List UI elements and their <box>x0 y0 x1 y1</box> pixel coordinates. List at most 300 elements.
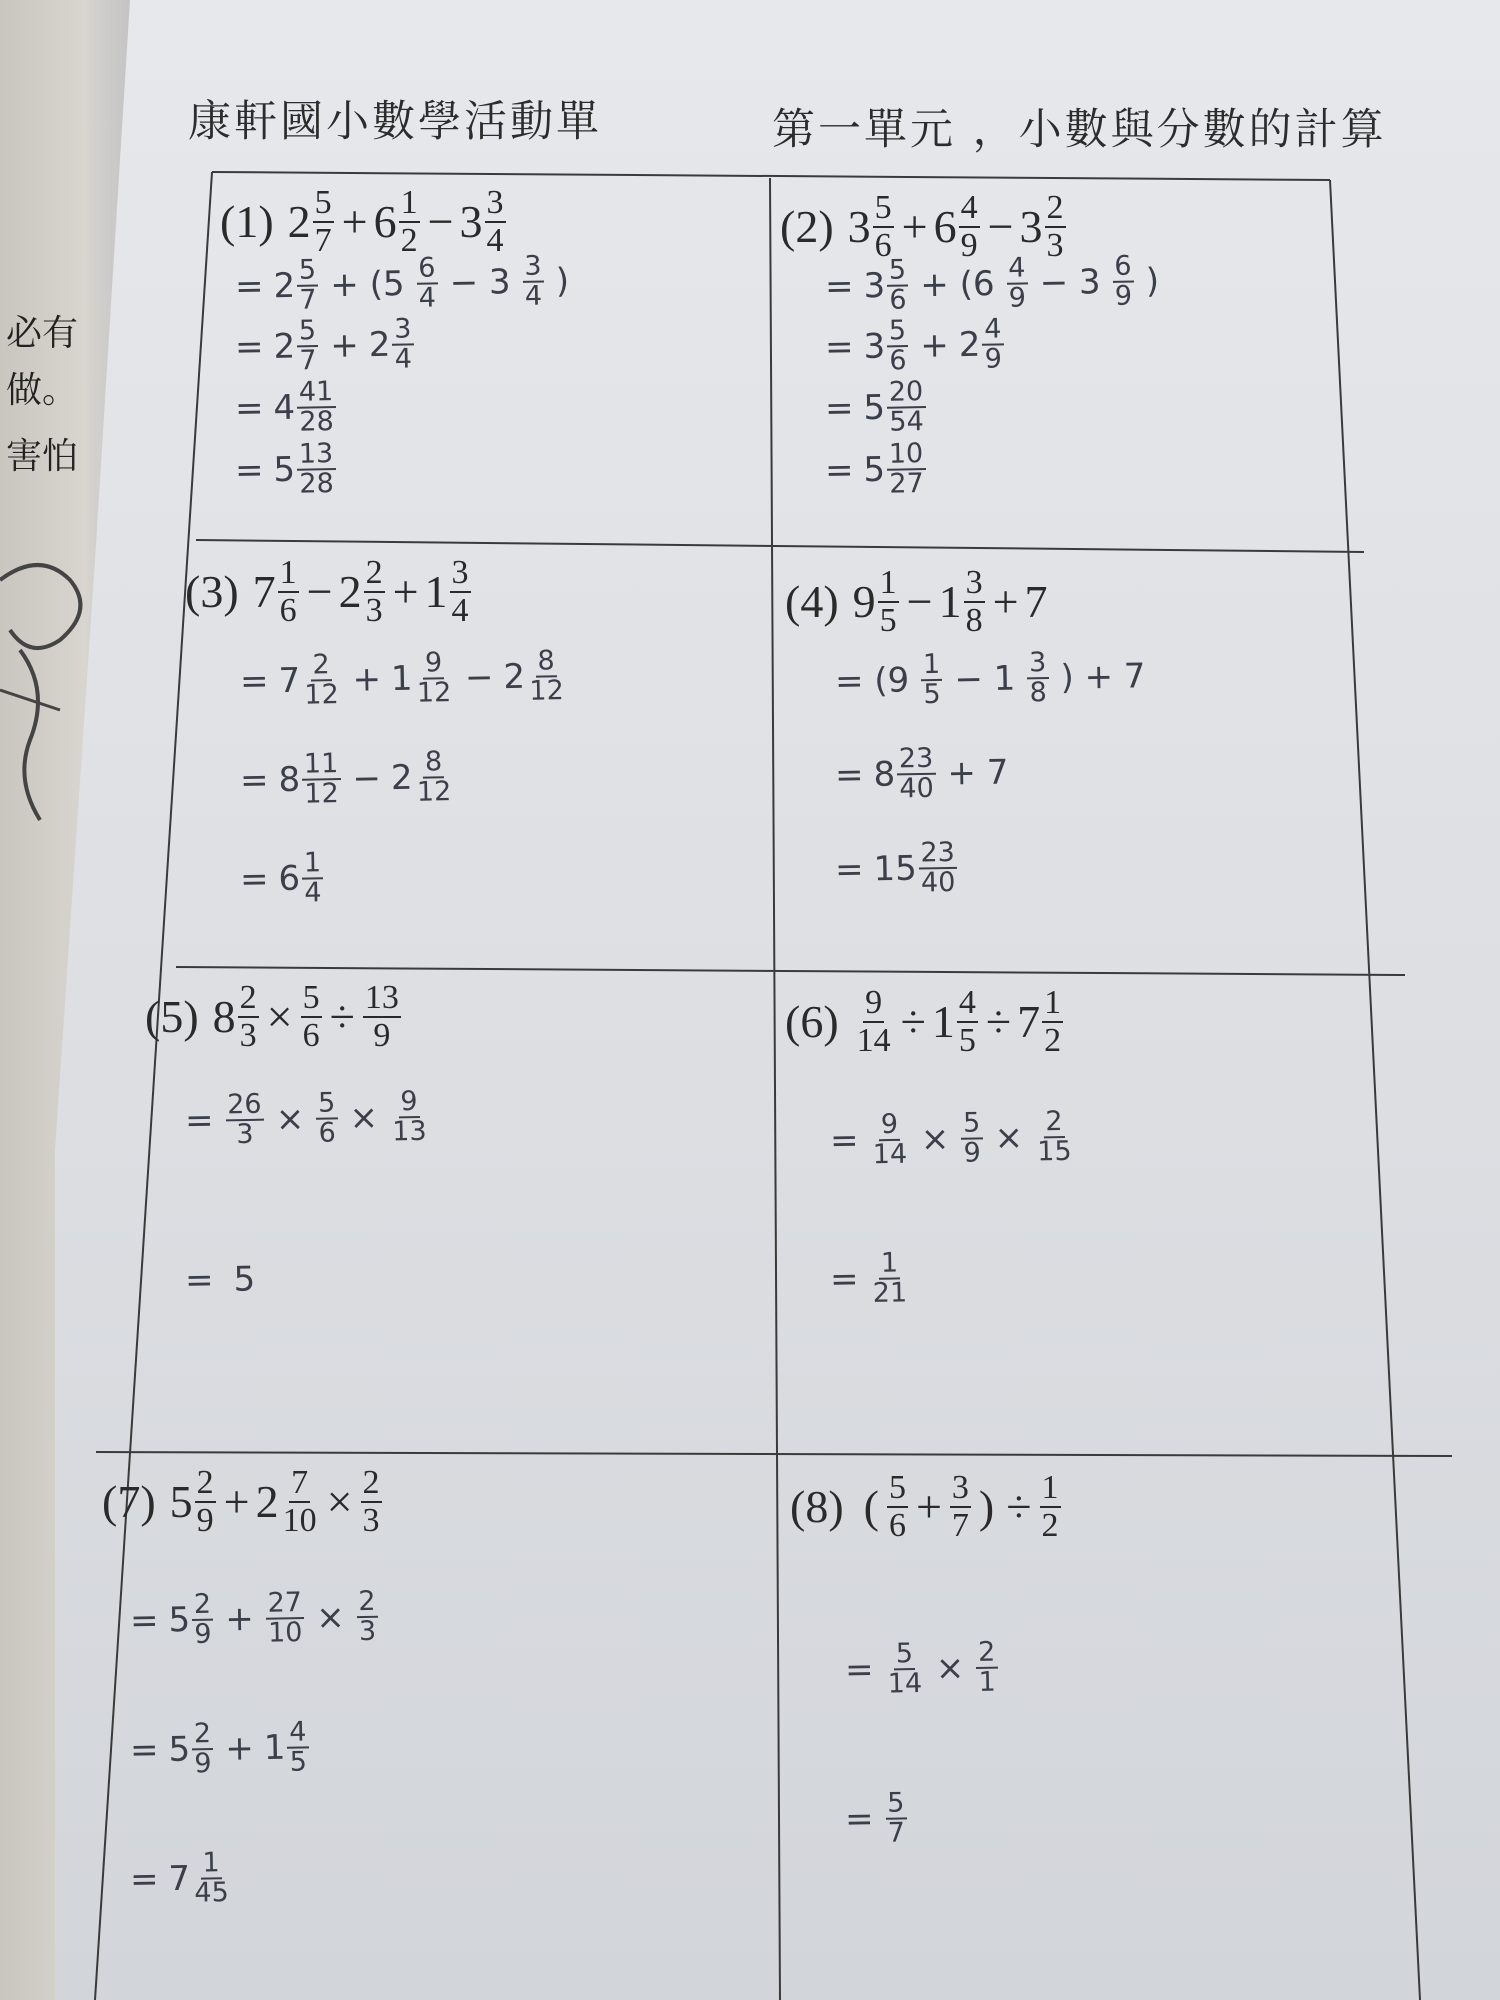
math-term <box>425 555 473 628</box>
whole-number: 1 <box>938 576 962 628</box>
math-term <box>883 1789 909 1848</box>
math-term <box>225 267 274 308</box>
numerator: 2 <box>356 1588 378 1619</box>
whole-number: 8 <box>278 760 301 801</box>
math-term <box>278 849 326 908</box>
denominator: 3 <box>362 1501 380 1539</box>
math-term <box>825 661 920 703</box>
back-page-text: 必有 <box>6 313 79 354</box>
math-term <box>1025 575 1048 628</box>
numerator: 9 <box>865 984 883 1021</box>
math-term <box>868 1249 911 1308</box>
operator: + <box>341 196 368 248</box>
math-text: − <box>464 657 494 699</box>
math-text: × <box>935 1648 965 1690</box>
math-term <box>230 760 279 801</box>
numerator: 5 <box>887 317 909 348</box>
math-text: = <box>239 661 269 703</box>
math-text: − 3 <box>1039 262 1101 304</box>
denominator: 4 <box>394 343 413 376</box>
math-term <box>853 565 901 638</box>
fraction <box>301 980 322 1053</box>
operator: + <box>915 1481 942 1533</box>
handwritten-step <box>230 748 456 811</box>
math-text: ) <box>555 261 570 302</box>
whole-number: 2 <box>273 326 296 368</box>
numerator: 1 <box>279 554 297 591</box>
numerator: 2 <box>1046 189 1064 226</box>
handwritten-step <box>120 1718 312 1780</box>
numerator: 1 <box>1041 1469 1059 1506</box>
denominator: 14 <box>887 1668 923 1700</box>
math-term <box>883 1640 926 1699</box>
math-term <box>414 254 440 313</box>
back-page-text: 做。 <box>6 370 79 411</box>
numerator: 23 <box>918 839 957 870</box>
whole-number: 5 <box>169 1476 193 1528</box>
math-term <box>390 649 455 709</box>
numerator: 5 <box>297 256 319 287</box>
whole-number: 3 <box>863 266 886 307</box>
fraction <box>887 317 909 376</box>
denominator: 7 <box>314 221 332 259</box>
denominator: 3 <box>239 1016 257 1054</box>
operator: + <box>901 201 928 253</box>
math-term <box>253 555 301 628</box>
math-term <box>278 750 343 810</box>
fraction <box>855 985 893 1058</box>
math-text: × <box>349 1098 379 1139</box>
whole-number: 2 <box>368 325 391 366</box>
fraction <box>399 185 420 258</box>
math-term <box>835 1799 884 1840</box>
fraction <box>873 190 894 263</box>
math-term <box>815 388 864 429</box>
math-text: = <box>824 450 854 492</box>
denominator: 6 <box>888 1506 906 1544</box>
problem-number: (7) <box>102 1476 156 1528</box>
denominator: 40 <box>920 867 956 899</box>
math-text: + 7 <box>947 752 1009 794</box>
math-term <box>455 658 504 699</box>
math-text: = <box>129 1859 159 1901</box>
denominator: 3 <box>1046 226 1064 264</box>
math-text: = <box>234 388 264 430</box>
math-term <box>354 1585 380 1648</box>
math-text: = <box>184 1100 214 1142</box>
fraction <box>281 1465 319 1538</box>
fraction <box>392 315 414 374</box>
numerator: 13 <box>364 979 399 1016</box>
math-text: = <box>834 849 864 891</box>
whole-number: 7 <box>252 566 276 618</box>
whole-number: 7 <box>278 661 301 702</box>
fraction <box>297 378 336 437</box>
math-term <box>1038 1470 1063 1543</box>
math-term <box>1029 262 1111 303</box>
fraction <box>313 185 334 258</box>
denominator: 28 <box>299 468 335 501</box>
math-term <box>261 990 299 1043</box>
math-text: − <box>352 758 382 800</box>
denominator: 9 <box>194 1619 212 1651</box>
math-term <box>120 1730 169 1771</box>
numerator: 8 <box>535 647 557 678</box>
problem-number: (4) <box>785 576 839 628</box>
handwritten-step <box>824 836 959 900</box>
numerator: 7 <box>291 1464 309 1501</box>
math-term <box>939 565 987 638</box>
numerator: 1 <box>921 651 943 682</box>
fraction <box>416 254 438 313</box>
handwritten-step <box>820 1105 1076 1171</box>
whole-number: 6 <box>933 201 957 253</box>
fraction <box>238 980 259 1053</box>
math-text: × <box>920 1119 950 1160</box>
denominator: 12 <box>416 677 452 710</box>
operator: + <box>392 566 419 618</box>
math-term <box>863 256 911 315</box>
math-term <box>926 1648 975 1689</box>
denominator: 54 <box>889 406 925 439</box>
math-term <box>273 440 338 500</box>
numerator: 3 <box>486 184 504 221</box>
handwritten-step <box>819 1249 911 1309</box>
whole-number: 1 <box>390 659 413 700</box>
fraction <box>950 1470 971 1543</box>
math-text: + <box>224 1599 255 1640</box>
math-text: = <box>129 1600 159 1642</box>
math-term <box>1050 656 1156 698</box>
math-term <box>885 1470 910 1543</box>
math-term <box>320 264 415 306</box>
handwritten-step <box>814 378 928 439</box>
math-term <box>896 200 934 253</box>
math-term <box>911 1119 960 1160</box>
numerator: 1 <box>879 1249 901 1280</box>
denominator: 9 <box>196 1501 214 1539</box>
math-term <box>320 326 369 367</box>
whole-number: 6 <box>373 196 397 248</box>
math-term <box>815 267 864 308</box>
numerator: 23 <box>897 745 936 776</box>
math-term <box>273 378 338 438</box>
numerator: 2 <box>976 1639 998 1670</box>
handwritten-step <box>119 1849 233 1910</box>
numerator: 4 <box>1006 254 1028 285</box>
denominator: 2 <box>1044 1021 1062 1059</box>
denominator: 4 <box>524 280 543 313</box>
math-text: = <box>824 388 854 430</box>
whole-number: 3 <box>1019 201 1043 253</box>
math-term <box>215 1729 264 1770</box>
fraction <box>921 648 943 711</box>
numerator: 3 <box>392 315 414 346</box>
math-term <box>175 1260 224 1301</box>
math-term <box>218 1475 256 1528</box>
whole-number: 2 <box>958 325 981 366</box>
fraction <box>414 748 453 807</box>
handwritten-step <box>224 378 338 439</box>
fraction <box>982 315 1004 374</box>
math-term <box>895 995 932 1048</box>
problem-number: (5) <box>145 991 199 1043</box>
problem-7 <box>102 1465 384 1538</box>
math-term <box>820 1259 869 1300</box>
fraction <box>976 1636 998 1699</box>
math-term <box>422 195 460 248</box>
math-term <box>873 836 960 899</box>
numerator: 1 <box>1044 984 1062 1021</box>
math-term <box>223 1259 265 1300</box>
fraction <box>1045 190 1066 263</box>
fraction <box>361 1465 382 1538</box>
math-text: + (5 <box>329 264 405 306</box>
math-text: = <box>234 327 264 368</box>
back-page-text: 害怕 <box>6 436 79 477</box>
math-term <box>910 264 1005 306</box>
whole-number: 5 <box>863 450 886 491</box>
whole-number: 5 <box>863 388 886 429</box>
math-term <box>175 1101 224 1142</box>
handwritten-step <box>814 440 928 501</box>
denominator: 7 <box>299 284 317 317</box>
math-term <box>288 185 336 258</box>
math-text: = <box>234 450 264 492</box>
math-term <box>342 659 391 700</box>
fraction <box>316 1089 338 1148</box>
numerator: 2 <box>192 1720 214 1751</box>
whole-number: 15 <box>873 848 918 890</box>
denominator: 12 <box>304 679 340 711</box>
math-text: = <box>239 760 269 802</box>
handwritten-step <box>835 1636 1001 1701</box>
fraction <box>918 836 957 899</box>
handwritten-step <box>825 647 1156 711</box>
operator: + <box>992 576 1019 628</box>
math-term <box>1020 190 1068 263</box>
fraction <box>887 440 926 499</box>
whole-number: 1 <box>263 1728 286 1769</box>
denominator: 7 <box>887 1817 906 1850</box>
operator: + <box>223 1476 250 1528</box>
math-term <box>934 190 982 263</box>
problem-number: (6) <box>785 996 839 1048</box>
fraction <box>485 185 506 258</box>
denominator: 4 <box>451 591 469 629</box>
whole-number: 1 <box>424 566 448 618</box>
whole-number: 1 <box>931 996 955 1048</box>
whole-number: 6 <box>278 858 301 900</box>
denominator: 5 <box>289 1746 308 1779</box>
math-term <box>825 755 874 796</box>
handwritten-step <box>120 1585 381 1651</box>
fraction <box>297 256 319 315</box>
math-term <box>321 1475 359 1528</box>
numerator: 1 <box>200 1849 222 1880</box>
math-text: × <box>275 1099 305 1140</box>
fraction <box>297 440 336 499</box>
math-term <box>1017 985 1065 1058</box>
math-term <box>168 1720 216 1779</box>
whole-number: 7 <box>1017 996 1041 1048</box>
math-text: = <box>844 1799 874 1840</box>
handwritten-step <box>815 315 1007 377</box>
numerator: 6 <box>1112 253 1134 284</box>
math-term <box>273 256 321 315</box>
math-term <box>213 980 261 1053</box>
math-text: + (6 <box>919 264 995 306</box>
denominator: 7 <box>951 1506 969 1544</box>
denominator: 40 <box>899 773 935 805</box>
numerator: 4 <box>960 189 978 226</box>
math-term <box>825 850 874 891</box>
numerator: 5 <box>316 1089 338 1120</box>
math-term <box>848 190 896 263</box>
math-term <box>273 317 321 376</box>
denominator: 10 <box>282 1501 317 1539</box>
math-term <box>263 1589 306 1648</box>
fraction <box>959 190 980 263</box>
math-term <box>170 1465 218 1538</box>
math-text: ) + 7 <box>1060 656 1146 699</box>
whole-number: 2 <box>287 196 311 248</box>
problem-6 <box>785 985 1065 1058</box>
math-term <box>168 1849 233 1909</box>
denominator: 9 <box>984 343 1003 376</box>
math-text: + <box>329 325 360 367</box>
math-term <box>120 1601 169 1642</box>
math-term <box>863 317 911 376</box>
math-term <box>342 759 391 800</box>
denominator: 5 <box>958 1021 976 1059</box>
denominator: 8 <box>1029 677 1048 709</box>
math-text: = <box>129 1730 159 1771</box>
numerator: 5 <box>297 317 319 348</box>
fraction <box>870 1249 909 1308</box>
math-text: = <box>844 1650 874 1691</box>
denominator: 21 <box>872 1277 908 1310</box>
whole-number: 3 <box>847 201 871 253</box>
math-term <box>266 1099 315 1140</box>
math-term <box>1004 254 1030 313</box>
fraction <box>957 985 978 1058</box>
math-term <box>460 185 508 258</box>
math-term <box>306 1598 355 1639</box>
operator: × <box>266 991 293 1043</box>
math-term <box>853 985 895 1058</box>
fraction <box>195 1465 216 1538</box>
numerator: 4 <box>958 984 976 1021</box>
whole-number: 7 <box>168 1859 191 1900</box>
fraction <box>414 649 453 708</box>
denominator: 9 <box>194 1748 212 1780</box>
fraction <box>1040 1470 1061 1543</box>
math-term <box>225 327 274 368</box>
math-term <box>910 326 959 367</box>
numerator: 41 <box>297 378 336 409</box>
whole-number: 2 <box>390 758 413 799</box>
denominator: 9 <box>1114 280 1133 313</box>
denominator: 3 <box>236 1119 254 1151</box>
math-term <box>959 1109 985 1168</box>
fraction <box>1006 254 1028 313</box>
denominator: 28 <box>299 406 335 439</box>
math-term <box>336 195 374 248</box>
whole-number: 2 <box>503 657 526 698</box>
math-term <box>359 1465 384 1538</box>
numerator: 3 <box>522 253 544 284</box>
numerator: 6 <box>416 254 438 285</box>
problem-number: (2) <box>780 201 834 253</box>
problem-number: (1) <box>220 196 274 248</box>
denominator: 4 <box>304 877 322 909</box>
denominator: 15 <box>1037 1136 1072 1168</box>
fraction <box>356 1585 378 1648</box>
whole-number: 9 <box>852 576 876 628</box>
numerator: 5 <box>894 1640 916 1671</box>
whole-number: 4 <box>273 388 296 429</box>
operator: − <box>306 566 333 618</box>
numerator: 2 <box>365 554 383 591</box>
math-term <box>368 315 416 374</box>
whole-number: 8 <box>212 991 236 1043</box>
math-term <box>863 378 928 438</box>
fraction <box>887 256 909 315</box>
math-term <box>324 990 361 1043</box>
problem-8 <box>790 1470 1063 1543</box>
math-term <box>958 315 1006 374</box>
math-term <box>1135 261 1169 302</box>
math-text: = (9 <box>834 660 910 703</box>
math-term <box>868 1108 911 1171</box>
numerator: 5 <box>961 1109 983 1140</box>
fraction <box>522 250 544 313</box>
math-text: = <box>829 1259 859 1300</box>
math-term <box>314 1089 340 1148</box>
math-term <box>982 200 1020 253</box>
operator: − <box>427 196 454 248</box>
math-term <box>230 859 279 900</box>
math-text: + <box>224 1728 255 1770</box>
handwritten-step <box>225 252 580 317</box>
denominator: 27 <box>889 468 925 501</box>
fraction <box>287 1718 309 1777</box>
denominator: 6 <box>889 284 907 317</box>
math-term <box>299 980 324 1053</box>
math-term <box>863 440 928 500</box>
whole-number: 5 <box>273 450 296 491</box>
math-term <box>361 980 403 1053</box>
math-term <box>225 450 274 491</box>
fraction <box>450 555 471 628</box>
math-text: = <box>824 327 854 368</box>
math-term <box>1110 252 1136 311</box>
math-term <box>120 1859 169 1900</box>
math-term <box>390 748 455 808</box>
denominator: 4 <box>418 282 437 315</box>
operator: ÷ <box>985 996 1012 1048</box>
math-text: = <box>234 266 264 308</box>
math-term <box>974 1636 1000 1699</box>
math-term <box>973 1480 1000 1533</box>
grid-line-right <box>1330 180 1420 2000</box>
grid-line-row1 <box>196 540 1364 552</box>
math-term <box>815 450 864 491</box>
math-term <box>339 1098 388 1139</box>
handwritten-step <box>834 1789 909 1849</box>
math-term <box>503 647 568 707</box>
